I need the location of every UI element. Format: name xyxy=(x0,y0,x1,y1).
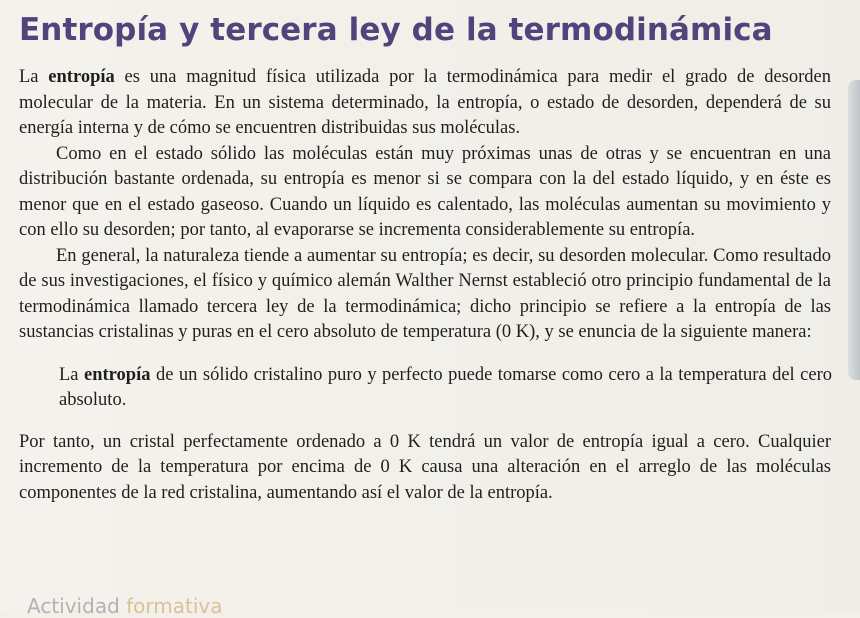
law-statement-lead: La xyxy=(59,364,84,385)
law-statement-rest: de un sólido cristalino puro y perfecto puede tomarse como cero a la temperatura del cero absoluto. xyxy=(59,364,832,410)
document-content xyxy=(19,14,831,506)
law-statement xyxy=(59,363,832,413)
page-title: Entropía y tercera ley de la termodinámica xyxy=(19,12,773,48)
paragraph-intro-term: entropía xyxy=(48,67,115,88)
paragraph-conclusion: Por tanto, un cristal perfectamente ordenado a 0 K tendrá un valor de entropía igual a cero. Cualquier incremento de la temperatura por encima de 0 K causa una alteración en el arreglo de las moléculas componentes de la red cristalina, aumentando así el valor de la entropía. xyxy=(19,431,831,503)
law-statement-text xyxy=(59,363,832,413)
paragraph-nernst: En general, la naturaleza tiende a aumentar su entropía; es decir, su desorden molecular. Como resultado de sus investigaciones, el físico y químico alemán Walther Nernst estableció otro principio fundamental de la termodinámica llamado tercera ley de la termodinámica; dicho principio se refiere a la entropía de las sustancias cristalinas y puras en el cero absoluto de temperatura (0 K), y se enuncia de la siguiente manera: xyxy=(19,245,831,343)
law-statement-term: entropía xyxy=(84,364,151,385)
footer-fragment xyxy=(27,596,223,616)
paragraph-intro xyxy=(19,65,831,142)
paragraph-states: Como en el estado sólido las moléculas están muy próximas unas de otras y se encuentran en una distribución bastante ordenada, su entropía es menor si se compara con la del estado líquido, y en éste es menor que en el estado gaseoso. Cuando un líquido es calentado, las moléculas aumentan su movimiento y con ello su desorden; por tanto, al evaporarse se incrementa considerablemente su entropía. xyxy=(19,143,831,241)
paragraph-intro-lead: La xyxy=(19,67,49,88)
paragraph-intro-rest: es una magnitud física utilizada por la termodinámica para medir el grado de desorden molecular de la materia. En un sistema determinado, la entropía, o estado de desorden, dependerá de su energía interna y de cómo se encuentren distribuidas sus moléculas. xyxy=(19,67,831,139)
footer-fragment-left: Actividad xyxy=(27,594,127,618)
page-side-tab xyxy=(848,80,860,380)
footer-fragment-right: formativa xyxy=(126,594,223,618)
